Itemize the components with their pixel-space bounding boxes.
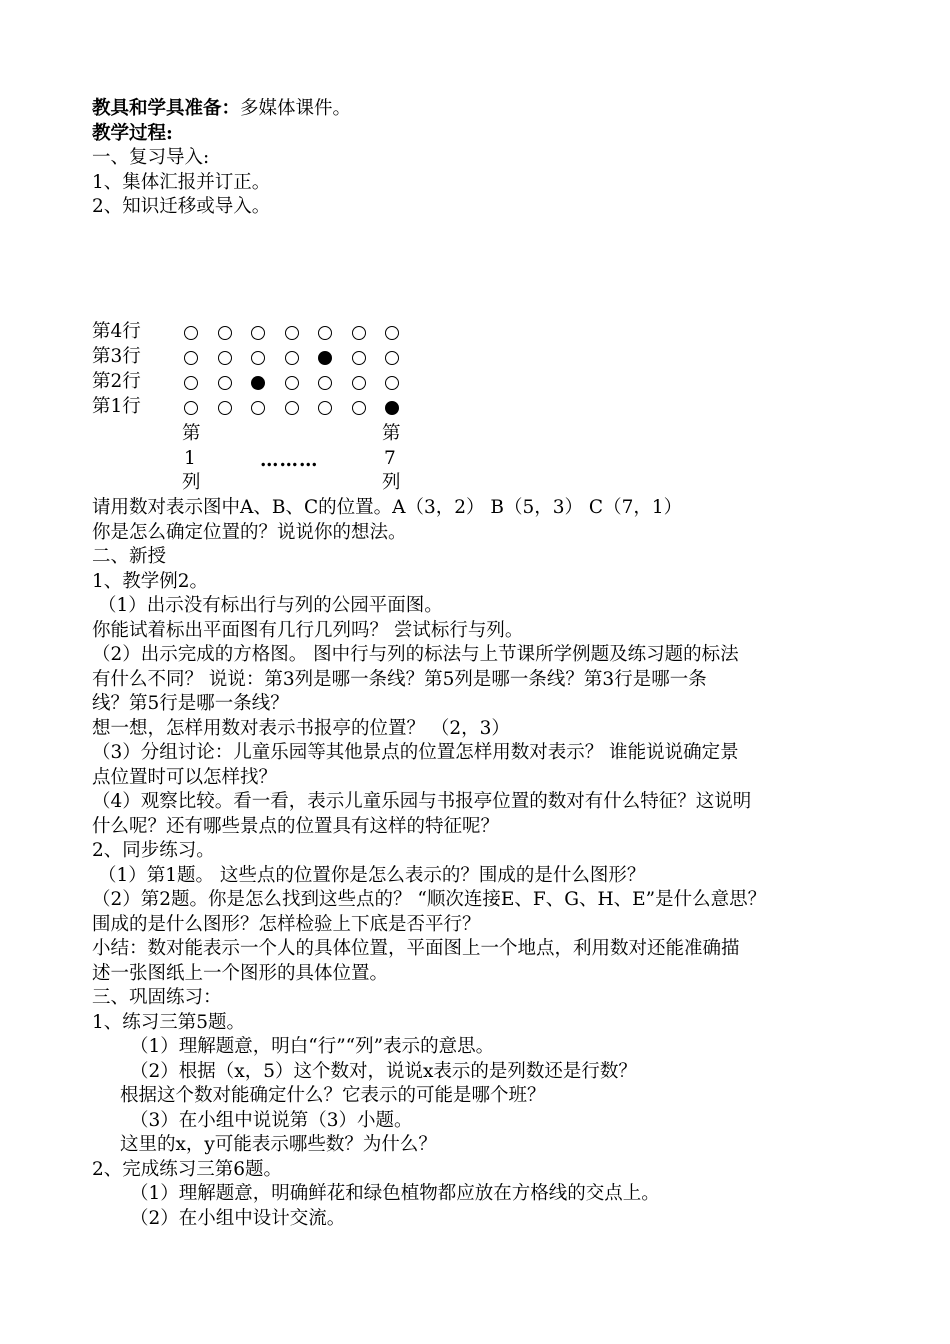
empty-seat-dot [218,376,232,390]
practice-1: （1）第1题。 这些点的位置你是怎么表示的？围成的是什么图形？ [98,864,646,886]
empty-seat-dot [184,401,198,415]
prep-label: 教具和学具准备： [92,98,241,119]
paragraph-coordinates: 请用数对表示图中A、B、C的位置。A（3，2） B（5，3） C（7，1） [92,497,683,518]
exercise-5-step-2b: 根据这个数对能确定什么？它表示的可能是哪个班？ [120,1085,546,1106]
empty-seat-dot [218,401,232,415]
empty-seat-dot [318,326,332,340]
empty-seat-dot [184,376,198,390]
empty-seat-dot [385,351,399,365]
empty-seat-dot [318,376,332,390]
section-review-heading: 一、复习导入: [92,147,210,168]
step-2-line-2: 有什么不同？ 说说：第3列是哪一条线？第5列是哪一条线？第3行是哪一条 [92,668,707,690]
practice-heading: 2、同步练习。 [92,840,215,861]
step-3-line-1: （3）分组讨论：儿童乐园等其他景点的位置怎样用数对表示？ 谁能说说确定景 [92,742,739,763]
intro-item-2: 2、知识迁移或导入。 [92,196,271,217]
document-body [92,496,872,1231]
row-label-1: 第1行 [92,396,141,417]
document-top [92,97,872,220]
seat-grid-figure [92,320,492,495]
exercise-5-step-3: （3）在小组中说说第（3）小题。 [130,1109,413,1131]
empty-seat-dot [352,401,366,415]
exercise-5-step-3b: 这里的x，y可能表示哪些数？为什么？ [120,1134,437,1155]
filled-seat-dot [318,351,332,365]
empty-seat-dot [385,326,399,340]
empty-seat-dot [352,326,366,340]
col-first-label-2: 1 [184,448,196,469]
col-first-label-1: 第 [182,423,201,444]
exercise-5-step-1: （1）理解题意，明白“行”“列”表示的意思。 [130,1036,495,1057]
empty-seat-dot [184,351,198,365]
prep-value: 多媒体课件。 [240,98,352,119]
empty-seat-dot [251,401,265,415]
step-1-question: 你能试着标出平面图有几行几列吗？ 尝试标行与列。 [92,619,524,641]
step-1: （1）出示没有标出行与列的公园平面图。 [98,595,443,616]
empty-seat-dot [285,376,299,390]
row-label-4: 第4行 [92,321,141,342]
step-2-line-1: （2）出示完成的方格图。 图中行与列的标法与上节课所学例题及练习题的标法 [92,644,739,665]
section-new-heading: 二、新授 [92,546,167,567]
exercise-6-heading: 2、完成练习三第6题。 [92,1158,283,1180]
paragraph-question: 你是怎么确定位置的？说说你的想法。 [92,521,407,543]
think-line: 想一想，怎样用数对表示书报亭的位置？ （2，3） [92,717,510,739]
practice-2-line-2: 围成的是什么图形？怎样检验上下底是否平行？ [92,913,481,935]
exercise-6-step-1: （1）理解题意，明确鲜花和绿色植物都应放在方格线的交点上。 [130,1183,660,1204]
exercise-5-step-2: （2）根据（x，5）这个数对，说说x表示的是列数还是行数？ [130,1060,637,1082]
example-heading: 1、教学例2。 [92,570,209,592]
empty-seat-dot [352,351,366,365]
empty-seat-dot [251,326,265,340]
filled-seat-dot [385,401,399,415]
empty-seat-dot [352,376,366,390]
filled-seat-dot [251,376,265,390]
step-4-line-1: （4）观察比较。看一看，表示儿童乐园与书报亭位置的数对有什么特征？这说明 [92,791,752,812]
section-consolidate-heading: 三、巩固练习： [92,987,222,1008]
process-heading: 教学过程: [92,122,173,144]
summary-line-2: 述一张图纸上一个图形的具体位置。 [92,962,389,984]
step-4-line-2: 什么呢？还有哪些景点的位置具有这样的特征呢？ [92,815,500,837]
col-last-label-2: 7 [384,448,396,469]
summary-line-1: 小结：数对能表示一个人的具体位置，平面图上一个地点，利用数对还能准确描 [92,938,740,959]
col-last-label-3: 列 [382,472,401,493]
empty-seat-dot [184,326,198,340]
col-first-label-3: 列 [182,472,201,493]
step-2-line-3: 线？第5行是哪一条线？ [92,693,289,714]
prep-line [92,97,872,122]
empty-seat-dot [218,326,232,340]
column-ellipsis: ……… [260,450,319,471]
step-3-line-2: 点位置时可以怎样找？ [92,766,278,788]
empty-seat-dot [218,351,232,365]
empty-seat-dot [285,351,299,365]
exercise-6-step-2: （2）在小组中设计交流。 [130,1207,346,1229]
empty-seat-dot [318,401,332,415]
empty-seat-dot [251,351,265,365]
empty-seat-dot [285,401,299,415]
row-label-2: 第2行 [92,371,141,392]
col-last-label-1: 第 [382,423,401,444]
row-label-3: 第3行 [92,346,141,367]
practice-2-line-1: （2）第2题。你是怎么找到这些点的？ “顺次连接E、F、G、H、E”是什么意思？ [92,889,767,910]
exercise-5-heading: 1、练习三第5题。 [92,1011,246,1033]
empty-seat-dot [385,376,399,390]
intro-item-1: 1、集体汇报并订正。 [92,171,271,193]
empty-seat-dot [285,326,299,340]
